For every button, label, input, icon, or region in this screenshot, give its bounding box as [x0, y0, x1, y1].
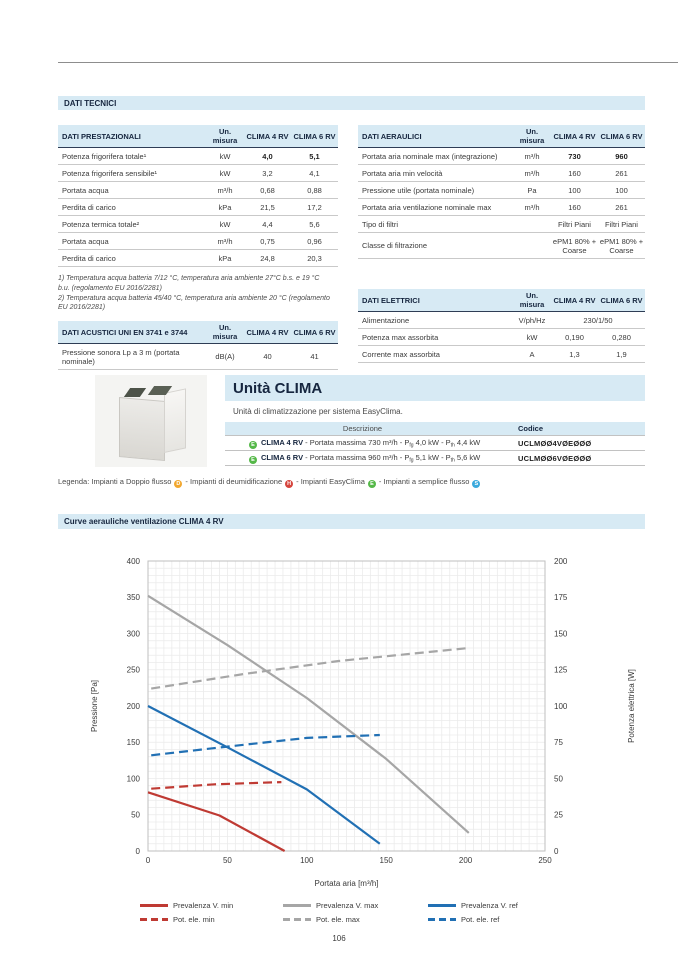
value-clima4: 24,8	[244, 250, 291, 267]
row-label: Portata aria ventilazione nominale max	[358, 199, 513, 216]
header-row	[358, 289, 645, 312]
easyclima-badge-icon: E	[249, 441, 257, 449]
table-head	[58, 125, 338, 148]
value-clima4: 730	[551, 148, 598, 165]
xtick: 100	[300, 856, 314, 865]
solid-line-swatch	[283, 904, 311, 907]
table-prestazionali-mount	[58, 125, 338, 267]
codice-header: Codice	[518, 424, 544, 433]
product-row	[225, 450, 645, 466]
value-clima6: 4,1	[291, 165, 338, 182]
product-title: Unità CLIMA	[233, 379, 323, 397]
table-row	[358, 182, 645, 199]
chart-legend-item	[283, 901, 428, 910]
table-row	[58, 233, 338, 250]
row-unit: kPa	[206, 250, 244, 267]
table-head	[58, 321, 338, 344]
row-unit: m³/h	[513, 148, 551, 165]
table-acustici	[58, 321, 338, 370]
subscript: th	[450, 442, 455, 448]
value-clima4: Filtri Piani	[551, 216, 598, 233]
col-clima6: CLIMA 6 RV	[598, 125, 645, 148]
table-body	[358, 148, 645, 259]
table-row	[358, 346, 645, 363]
chart-legend-label: Prevalenza V. max	[316, 901, 379, 910]
unit-header: Un. misura	[513, 289, 551, 312]
xtick: 150	[379, 856, 393, 865]
value-clima4: 4,0	[244, 148, 291, 165]
row-unit: Pa	[513, 182, 551, 199]
table-row	[58, 165, 338, 182]
table-title: DATI AERAULICI	[358, 125, 513, 148]
table-row	[58, 148, 338, 165]
unit-header: Un. misura	[513, 125, 551, 148]
chart-legend-label: Pot. ele. min	[173, 915, 215, 924]
col-clima6: CLIMA 6 RV	[291, 125, 338, 148]
row-label: Portata acqua	[58, 182, 206, 199]
chart-legend-label: Prevalenza V. min	[173, 901, 234, 910]
ytick-left: 350	[126, 593, 140, 603]
col-clima6: CLIMA 6 RV	[598, 289, 645, 312]
dashed-line-swatch	[283, 918, 311, 921]
product-code: UCLMØØ6VØEØØØ	[518, 453, 592, 463]
row-label: Alimentazione	[358, 312, 513, 329]
row-label: Perdita di carico	[58, 250, 206, 267]
ytick-left: 200	[126, 701, 140, 711]
value-clima4: 160	[551, 199, 598, 216]
ytick-left: 0	[135, 846, 140, 856]
ytick-right: 75	[554, 738, 563, 748]
xtick: 0	[145, 856, 151, 865]
row-unit: kW	[206, 216, 244, 233]
ytick-right: 25	[554, 810, 563, 820]
chart-legend-label: Prevalenza V. ref	[461, 901, 518, 910]
row-label: Pressione utile (portata nominale)	[358, 182, 513, 199]
value-clima6: Filtri Piani	[598, 216, 645, 233]
value-clima6: 960	[598, 148, 645, 165]
row-label: Potenza max assorbita	[358, 329, 513, 346]
fan-curves-chart	[85, 548, 645, 870]
ytick-right: 50	[554, 774, 563, 784]
row-unit	[513, 216, 551, 233]
table-elettrici	[358, 289, 645, 363]
table-title: DATI PRESTAZIONALI	[58, 125, 206, 148]
subscript: fg	[409, 457, 414, 463]
chart-legend-item	[428, 915, 518, 924]
chart-legend-item	[140, 901, 283, 910]
row-label: Portata acqua	[58, 233, 206, 250]
page-number: 106	[332, 934, 346, 943]
row-unit: kW	[206, 148, 244, 165]
ytick-left: 300	[126, 629, 140, 639]
col-clima4: CLIMA 4 RV	[551, 289, 598, 312]
value-clima4: 40	[244, 344, 291, 370]
table-acustici-mount	[58, 321, 338, 370]
row-label: Perdita di carico	[58, 199, 206, 216]
row-unit: A	[513, 346, 551, 363]
value-clima6: 41	[291, 344, 338, 370]
ytick-right: 125	[554, 665, 568, 675]
value-clima6: 5,1	[291, 148, 338, 165]
subscript: fg	[409, 442, 414, 448]
table-row	[358, 312, 645, 329]
row-label: Tipo di filtri	[358, 216, 513, 233]
product-table	[225, 422, 645, 466]
product-name: CLIMA 4 RV	[261, 437, 304, 447]
product-photo	[95, 375, 207, 467]
solid-line-swatch	[140, 904, 168, 907]
chart-section-title: Curve aerauliche ventilazione CLIMA 4 RV	[64, 517, 224, 526]
col-clima4: CLIMA 4 RV	[244, 321, 291, 344]
value-clima6: 261	[598, 165, 645, 182]
table-title: DATI ACUSTICI UNI EN 3741 e 3744	[58, 321, 206, 344]
value-clima6: 0,280	[598, 329, 645, 346]
row-unit: V/ph/Hz	[513, 312, 551, 329]
curve-pot-ele-ref	[151, 735, 380, 755]
table-row	[358, 216, 645, 233]
table-head	[358, 125, 645, 148]
left-column	[58, 125, 338, 370]
table-row	[358, 199, 645, 216]
value-clima6: 100	[598, 182, 645, 199]
curve-prevalenza-v-max	[148, 596, 469, 833]
section-title: DATI TECNICI	[64, 98, 117, 108]
xtick: 200	[458, 856, 473, 865]
subscript: th	[450, 457, 455, 463]
row-unit: kW	[513, 329, 551, 346]
row-value-span: 230/1/50	[551, 312, 645, 329]
impianto-badge-icon: E	[368, 480, 376, 488]
table-row	[358, 329, 645, 346]
impianti-legend	[58, 477, 658, 488]
table-body	[58, 148, 338, 267]
product-code: UCLMØØ4VØEØØØ	[518, 438, 592, 448]
ytick-right: 100	[554, 701, 568, 711]
product-description: E CLIMA 4 RV - Portata massima 730 $m^3/h - P_{fg}$ 4,0 kW - $P_{th}$ 4,4 kW	[225, 438, 500, 449]
y-axis-title-left: Pressione [Pa]	[90, 679, 99, 733]
descrizione-header: Descrizione	[342, 424, 383, 433]
chart-legend-label: Pot. ele. ref	[461, 915, 500, 924]
row-unit: m³/h	[513, 199, 551, 216]
col-clima6: CLIMA 6 RV	[291, 321, 338, 344]
row-unit: kW	[206, 165, 244, 182]
xtick: 250	[538, 856, 552, 865]
table-row	[58, 344, 338, 370]
value-clima4: ePM1 80% + Coarse	[551, 233, 598, 259]
impianto-badge-icon: S	[472, 480, 480, 488]
product-table-header	[225, 422, 645, 435]
value-clima6: 0,96	[291, 233, 338, 250]
value-clima4: 4,4	[244, 216, 291, 233]
chart-legend-item	[283, 915, 428, 924]
unit-header: Un. misura	[206, 125, 244, 148]
section-header-dati-tecnici	[58, 96, 645, 110]
table-body	[358, 312, 645, 363]
value-clima4: 3,2	[244, 165, 291, 182]
chart-legend-item	[140, 915, 283, 924]
col-clima4: CLIMA 4 RV	[551, 125, 598, 148]
legend-text: - Impianti di deumidificazione	[185, 477, 283, 486]
table-row	[358, 148, 645, 165]
table-aeraulici	[358, 125, 645, 259]
table-row	[358, 233, 645, 259]
legend-text: - Impianti a semplice flusso	[378, 477, 470, 486]
row-unit: m³/h	[206, 233, 244, 250]
value-clima4: 160	[551, 165, 598, 182]
table-aeraulici-mount	[358, 125, 645, 259]
chart-legend-item	[428, 901, 518, 910]
chart-legend-label: Pot. ele. max	[316, 915, 360, 924]
product-description: E CLIMA 6 RV - Portata massima 960 $m^3/h - P_{fg}$ 5,1 kW - $P_{th}$ 5,6 kW	[225, 453, 500, 464]
row-label: Potenza frigorifera sensibile¹	[58, 165, 206, 182]
table-elettrici-mount	[358, 289, 645, 363]
row-label: Pressione sonora Lp a 3 m (portata nominale)	[58, 344, 206, 370]
solid-line-swatch	[428, 904, 456, 907]
legend-text: Legenda: Impianti a Doppio flusso	[58, 477, 172, 486]
y-axis-title-right: Potenza elettrica [W]	[627, 669, 636, 743]
value-clima6: 0,88	[291, 182, 338, 199]
dashed-line-swatch	[140, 918, 168, 921]
top-divider	[58, 62, 678, 63]
row-unit: kPa	[206, 199, 244, 216]
value-clima4: 100	[551, 182, 598, 199]
table-row	[58, 199, 338, 216]
right-column	[358, 125, 645, 363]
table-row	[58, 216, 338, 233]
row-unit: dB(A)	[206, 344, 244, 370]
ytick-right: 175	[554, 593, 568, 603]
ytick-left: 400	[126, 556, 140, 566]
unit-header: Un. misura	[206, 321, 244, 344]
table-row	[58, 182, 338, 199]
value-clima4: 0,190	[551, 329, 598, 346]
value-clima4: 0,68	[244, 182, 291, 199]
easyclima-badge-icon: E	[249, 456, 257, 464]
row-label: Portata aria nominale max (integrazione)	[358, 148, 513, 165]
header-row	[58, 321, 338, 344]
value-clima4: 1,3	[551, 346, 598, 363]
row-label: Potenza frigorifera totale¹	[58, 148, 206, 165]
chart-section-header	[58, 514, 645, 529]
table-row	[58, 250, 338, 267]
dashed-line-swatch	[428, 918, 456, 921]
product-rows	[225, 435, 645, 466]
value-clima6: ePM1 80% + Coarse	[598, 233, 645, 259]
ytick-right: 200	[554, 556, 568, 566]
value-clima6: 20,3	[291, 250, 338, 267]
impianto-badge-icon: H	[285, 480, 293, 488]
row-label: Potenza termica totale²	[58, 216, 206, 233]
unit-side-face	[164, 388, 186, 453]
product-row	[225, 435, 645, 450]
legend-text: - Impianti EasyClima	[296, 477, 365, 486]
ytick-left: 50	[131, 810, 140, 820]
table-body	[58, 344, 338, 370]
product-subtitle: Unità di climatizzazione per sistema EasyClima.	[233, 407, 403, 416]
header-row	[358, 125, 645, 148]
row-label: Portata aria min velocità	[358, 165, 513, 182]
x-axis-title: Portata aria [m³/h]	[314, 879, 379, 888]
value-clima4: 0,75	[244, 233, 291, 250]
product-name: CLIMA 6 RV	[261, 452, 304, 462]
table-head	[358, 289, 645, 312]
value-clima6: 17,2	[291, 199, 338, 216]
header-row	[58, 125, 338, 148]
col-clima4: CLIMA 4 RV	[244, 125, 291, 148]
product-title-band	[225, 375, 645, 401]
curve-pot-ele-max	[151, 648, 469, 689]
value-clima6: 1,9	[598, 346, 645, 363]
row-label: Corrente max assorbita	[358, 346, 513, 363]
value-clima6: 261	[598, 199, 645, 216]
unit-front-face	[119, 397, 165, 461]
value-clima6: 5,6	[291, 216, 338, 233]
ytick-left: 150	[126, 738, 140, 748]
footnotes	[58, 274, 332, 313]
row-unit: m³/h	[206, 182, 244, 199]
table-title: DATI ELETTRICI	[358, 289, 513, 312]
row-unit: m³/h	[513, 165, 551, 182]
impianto-badge-icon: D	[174, 480, 182, 488]
ytick-left: 250	[126, 665, 140, 675]
footnote: 2) Temperatura acqua batteria 45/40 °C, temperatura aria ambiente 20 °C (regolamento EU 2016/2281)	[58, 294, 330, 312]
table-prestazionali	[58, 125, 338, 267]
unit-vent	[124, 388, 146, 397]
footnote: 1) Temperatura acqua batteria 7/12 °C, temperatura aria ambiente 27°C b.s. e 19 °C b.u. (regolamento EU 2016/2281)	[58, 275, 320, 292]
ytick-right: 150	[554, 629, 568, 639]
ytick-left: 100	[126, 774, 140, 784]
chart-legend	[140, 901, 518, 924]
ytick-right: 0	[554, 846, 559, 856]
value-clima4: 21,5	[244, 199, 291, 216]
xtick: 50	[222, 856, 232, 865]
row-label: Classe di filtrazione	[358, 233, 513, 259]
row-unit	[513, 233, 551, 259]
table-row	[358, 165, 645, 182]
